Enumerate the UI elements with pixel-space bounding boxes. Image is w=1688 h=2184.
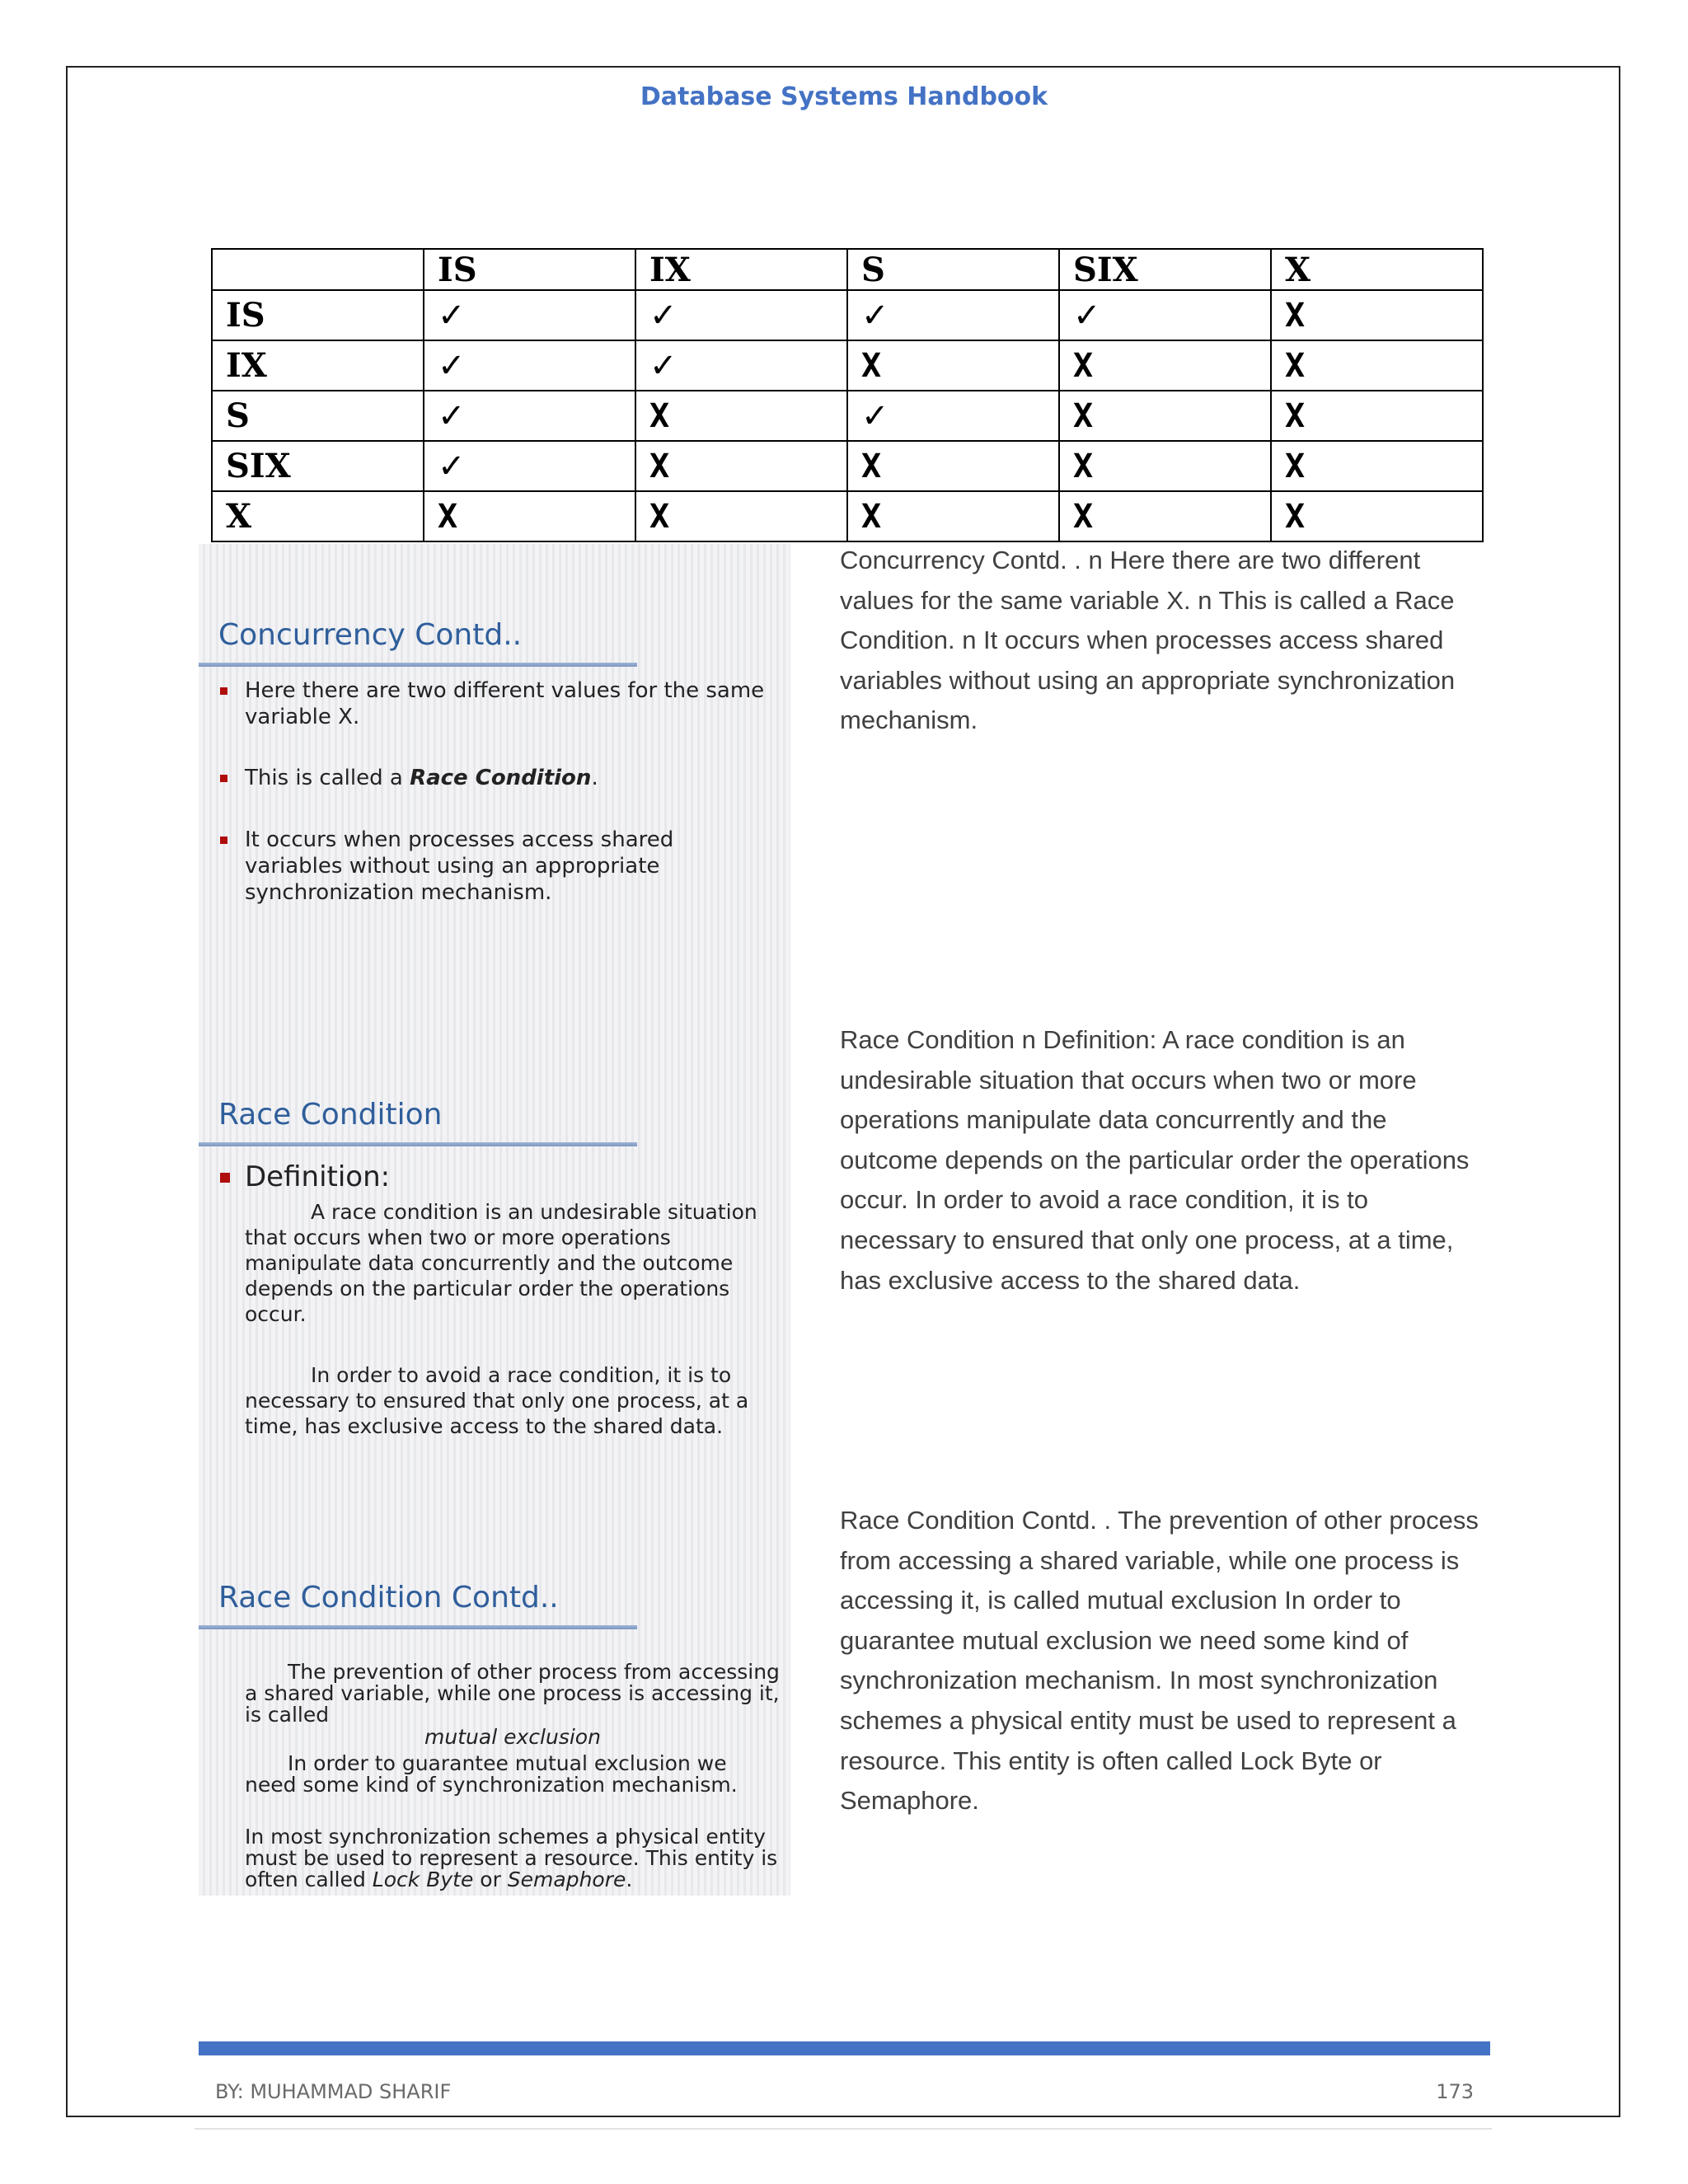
table-cell: X [635,441,847,491]
lock-byte-emphasis: Lock Byte [372,1868,474,1891]
slide-paragraph: The prevention of other process from accessing a shared variable, while one process is accessing it, is called [245,1660,780,1727]
slide-title-concurrency: Concurrency Contd.. [218,618,523,652]
slide-bullet: It occurs when processes access shared variables without using an appropriate synchronization mechanism. [245,827,772,906]
table-cell: ✓ [847,290,1059,340]
table-cell: X [1059,441,1271,491]
table-cell: X [847,491,1059,541]
table-cell: ✓ [424,441,635,491]
table-cell: X [1059,340,1271,391]
table-cell: ✓ [1059,290,1271,340]
table-cell: ✓ [635,340,847,391]
table-row [212,491,1483,541]
slide-text: . [626,1868,633,1891]
table-cell: ✓ [424,290,635,340]
slide-emphasis: mutual exclusion [424,1725,601,1749]
table-cell: X [1271,491,1483,541]
notes-block-race-condition-contd: Race Condition Contd. . The prevention of other process from accessing a shared variable, while one process is accessing it, is called mutual exclusion In order to guarantee mutual exclusion we need some kind of synchronization mechanism. In most synchronization schemes a physical entity must be used to represent a resource. This entity is often called Lock Byte or Semaphore. [840,1506,1479,1816]
table-cell: ✓ [847,391,1059,441]
footer-author: BY: MUHAMMAD SHARIF [215,2080,452,2103]
table-header-cell: S [847,249,1059,290]
slide-text: In most synchronization schemes a physical entity must be used to represent a resource. This entity is often called [245,1825,778,1891]
table-cell: X [1271,290,1483,340]
slide-paragraph: In order to guarantee mutual exclusion we need some kind of synchronization mechanism. [245,1751,738,1797]
slide-paragraph: A race condition is an undesirable situation that occurs when two or more operations manipulate data concurrently and the outcome depends on the particular order the operations occur. [245,1200,757,1326]
table-row [212,340,1483,391]
slide-bullet: Here there are two different values for the same variable X. [245,677,772,730]
slide-paragraph: In order to avoid a race condition, it is to necessary to ensured that only one process, at a time, has exclusive access to the shared data. [245,1363,749,1438]
notes-block-concurrency: Concurrency Contd. . n Here there are two different values for the same variable X. n This is called a Race Condition. n It occurs when processes access shared variables without using an appropriate synchronization mechanism. [840,546,1456,735]
slide-bullet: Definition: [245,1160,772,1193]
table-header-cell: SIX [1059,249,1271,290]
table-row-label: X [212,491,424,541]
table-cell: X [1059,391,1271,441]
slide-divider [199,1142,637,1146]
table-header-cell [212,249,424,290]
footer-page-number: 173 [1436,2080,1474,2103]
table-header-cell: IS [424,249,635,290]
slide-bullet [245,765,772,791]
table-cell: X [847,441,1059,491]
table-header-cell: X [1271,249,1483,290]
table-cell: X [635,491,847,541]
table-row-label: IX [212,340,424,391]
table-cell: X [1271,391,1483,441]
slides-panel [199,544,790,1896]
table-row-label: SIX [212,441,424,491]
table-cell: X [1271,340,1483,391]
table-cell: ✓ [424,391,635,441]
lock-compatibility-table [211,248,1484,542]
slide-title-race-condition-contd: Race Condition Contd.. [218,1581,559,1615]
slide-paragraph [245,1826,781,1891]
table-header-row [212,249,1483,290]
slide-text: or [473,1868,508,1891]
table-row [212,290,1483,340]
table-header-cell: IX [635,249,847,290]
table-cell: X [847,340,1059,391]
slide-title-race-condition: Race Condition [218,1098,443,1132]
table-cell: X [635,391,847,441]
bullet-text: This is called a [245,766,410,790]
slide-divider [199,1625,637,1629]
table-cell: ✓ [635,290,847,340]
race-condition-emphasis: Race Condition [410,766,592,790]
notes-block-race-condition: Race Condition n Definition: A race condition is an undesirable situation that occurs when two or more operations manipulate data concurrently and the outcome depends on the particular order the operations occur. In order to avoid a race condition, it is to necessary to ensured that only one process, at a time, has exclusive access to the shared data. [840,1025,1470,1295]
table-row [212,441,1483,491]
slide-divider [199,663,637,667]
semaphore-emphasis: Semaphore [507,1868,626,1891]
table-row-label: S [212,391,424,441]
table-cell: X [424,491,635,541]
page-header-title: Database Systems Handbook [640,82,1048,111]
bullet-text: . [591,766,598,790]
table-cell: X [1059,491,1271,541]
table-cell: ✓ [424,340,635,391]
footer-bar [199,2041,1490,2055]
footer-divider [195,2128,1492,2130]
table-cell: X [1271,441,1483,491]
table-row-label: IS [212,290,424,340]
table-row [212,391,1483,441]
